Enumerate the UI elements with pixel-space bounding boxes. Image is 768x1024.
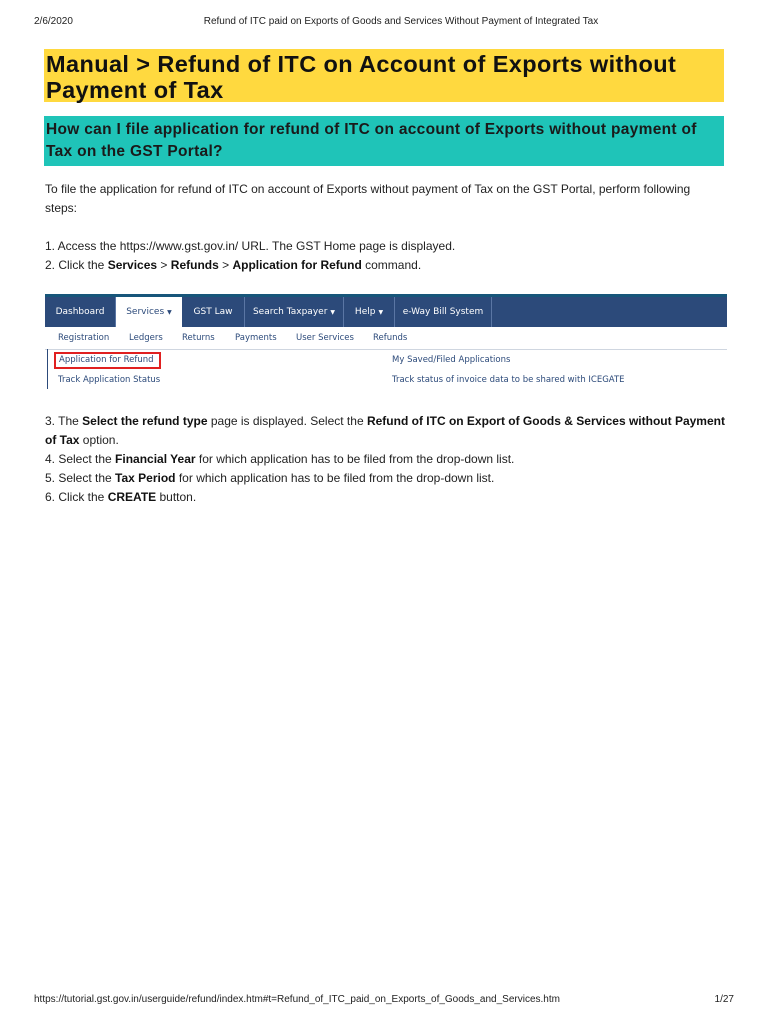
sub-ledgers[interactable]: Ledgers	[129, 333, 163, 343]
steps-list-a	[45, 237, 725, 275]
step-1-text: 1. Access the https://www.gst.gov.in/ URL. The GST Home page is displayed.	[45, 239, 456, 253]
step-3-pre: 3. The	[45, 414, 83, 428]
sub-user-services[interactable]: User Services	[296, 333, 354, 343]
manual-title-banner	[44, 49, 724, 102]
link-track-invoice-icegate[interactable]: Track status of invoice data to be shared with ICEGATE	[392, 375, 625, 385]
page-number: 1/27	[714, 994, 734, 1005]
nav-gst-law-label: GST Law	[193, 307, 233, 317]
step-3-refund-type: Select the refund type	[82, 414, 208, 428]
sub-refunds[interactable]: Refunds	[373, 333, 408, 343]
step-6	[45, 488, 725, 507]
caret-down-icon: ▼	[167, 309, 172, 316]
footer-url: https://tutorial.gst.gov.in/userguide/refund/index.htm#t=Refund_of_ITC_paid_on_Exports_of_Goods_and_Services.htm	[34, 994, 560, 1005]
link-my-saved-applications[interactable]: My Saved/Filed Applications	[392, 355, 511, 365]
step-3-mid: page is displayed. Select the	[207, 414, 367, 428]
step-4	[45, 450, 725, 469]
step-6-post: button.	[156, 490, 197, 504]
print-title: Refund of ITC paid on Exports of Goods and Services Without Payment of Integrated Tax	[203, 16, 599, 27]
manual-title: Manual > Refund of ITC on Account of Exports without Payment of Tax	[46, 51, 677, 103]
menu-divider	[47, 349, 48, 389]
portal-sub-nav	[45, 327, 727, 350]
step-3-option: Refund of ITC on Export of Goods & Services without Payment of Tax	[45, 414, 725, 447]
step-4-post: for which application has to be filed from the drop-down list.	[195, 452, 515, 466]
step-3	[45, 412, 725, 450]
nav-dashboard[interactable]	[45, 297, 116, 327]
step-6-pre: 6. Click the	[45, 490, 108, 504]
nav-services-label: Services	[126, 307, 165, 317]
nav-eway-bill[interactable]	[395, 297, 492, 327]
portal-nav-screenshot	[45, 294, 727, 388]
step-2-sep1: >	[157, 258, 171, 272]
step-1	[45, 237, 725, 256]
step-6-create: CREATE	[107, 490, 157, 504]
nav-dashboard-label: Dashboard	[55, 307, 105, 317]
sub-registration[interactable]: Registration	[58, 333, 110, 343]
sub-payments[interactable]: Payments	[235, 333, 277, 343]
step-5-tax-period: Tax Period	[115, 471, 176, 485]
step-2-refunds: Refunds	[170, 258, 219, 272]
caret-down-icon: ▼	[330, 309, 336, 316]
link-application-for-refund[interactable]: Application for Refund	[54, 352, 161, 369]
print-footer	[34, 994, 734, 1008]
step-4-pre: 4. Select the	[45, 452, 116, 466]
sub-returns[interactable]: Returns	[182, 333, 215, 343]
step-5	[45, 469, 725, 488]
nav-search-taxpayer[interactable]	[245, 297, 344, 327]
nav-search-taxpayer-label: Search Taxpayer	[252, 307, 328, 317]
intro-text: To file the application for refund of ITC on account of Exports without payment of Tax on the GST Portal, perform following steps:	[45, 182, 691, 215]
steps-list-b	[45, 412, 725, 507]
print-header	[34, 16, 728, 30]
question-banner	[44, 116, 724, 166]
step-2-pre: 2. Click the	[45, 258, 108, 272]
step-2-sep2: >	[218, 258, 233, 272]
nav-services[interactable]	[116, 297, 182, 327]
step-3-post: option.	[79, 433, 119, 447]
step-5-pre: 5. Select the	[45, 471, 116, 485]
intro-paragraph	[45, 180, 725, 218]
step-2	[45, 256, 725, 275]
nav-help[interactable]	[344, 297, 395, 327]
step-2-application: Application for Refund	[232, 258, 362, 272]
caret-down-icon: ▼	[378, 309, 384, 316]
step-2-post: command.	[361, 258, 422, 272]
nav-help-label: Help	[354, 307, 376, 317]
step-4-financial-year: Financial Year	[115, 452, 196, 466]
nav-eway-bill-label: e-Way Bill System	[402, 307, 484, 317]
step-5-post: for which application has to be filed from the drop-down list.	[175, 471, 495, 485]
link-track-application-status[interactable]: Track Application Status	[58, 375, 161, 385]
question-heading: How can I file application for refund of ITC on account of Exports without payment of Tax on the GST Portal?	[46, 121, 697, 160]
print-date: 2/6/2020	[34, 16, 73, 27]
step-2-services: Services	[107, 258, 158, 272]
nav-gst-law[interactable]	[182, 297, 245, 327]
portal-main-nav	[45, 297, 727, 327]
